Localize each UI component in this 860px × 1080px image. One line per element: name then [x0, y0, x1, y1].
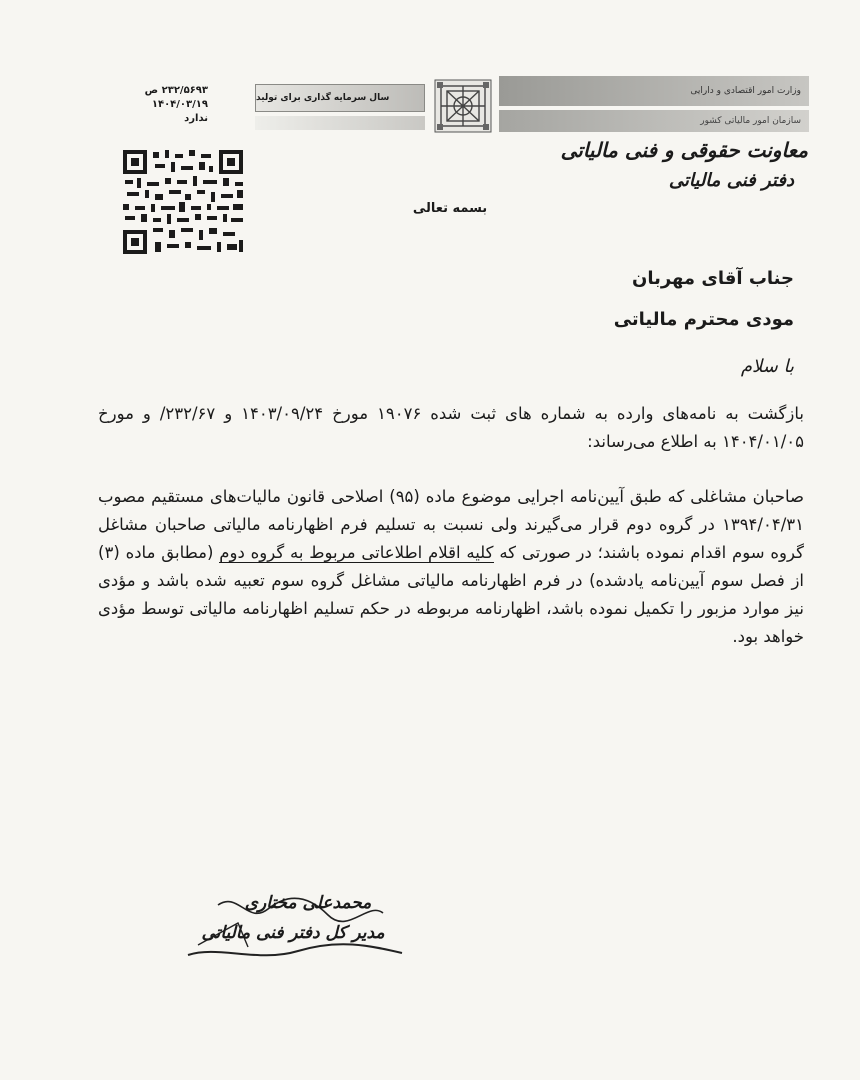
letter-body	[98, 400, 804, 678]
letter-number: ۲۳۲/۵۶۹۳ ص	[144, 85, 208, 96]
qr-code-icon	[121, 148, 245, 256]
ministry-name	[499, 76, 809, 106]
body-paragraph-2-part-b: (مطابق ماده (۳) از فصل سوم آیین‌نامه یادشده) در فرم اظهارنامه مالیاتی مشاغل گروه سوم تعبیه شده باشد و مؤدی نیز موارد مزبور را تکمیل نموده باشد، اظهارنامه مربوطه در حکم تسلیم اظهارنامه مالیاتی توسط مؤدی خواهد بود.	[98, 543, 804, 646]
signatory-name: محمدعلی مختاری	[244, 893, 372, 913]
ministry-line1: وزارت امور اقتصادی و دارایی	[690, 86, 801, 96]
ministry-line2: سازمان امور مالیاتی کشور	[700, 116, 801, 126]
department-line2: دفتر فنی مالیاتی	[668, 170, 794, 191]
department-line1: معاونت حقوقی و فنی مالیاتی	[560, 138, 808, 162]
body-paragraph-2	[98, 483, 804, 651]
letter-meta	[118, 84, 208, 126]
slogan-underbar	[255, 116, 425, 130]
underlined-phrase: کلیه اقلام اطلاعاتی مربوط به گروه دوم	[219, 543, 494, 562]
letter-date: ۱۴۰۴/۰۳/۱۹	[151, 99, 208, 110]
addressee-line1: جناب آقای مهربان	[631, 268, 794, 289]
letterhead	[255, 76, 810, 136]
body-paragraph-2-part-a: صاحبان مشاغلی که طبق آیین‌نامه اجرایی موضوع ماده (۹۵) اصلاحی قانون مالیات‌های مستقیم مصوب ۱۳۹۴/۰۴/۳۱ در گروه دوم قرار می‌گیرند ولی نسبت به تسلیم فرم اظهارنامه مالیاتی صاحبان مشاغل گروه سوم اقدام نموده باشند؛ در صورتی که	[98, 487, 804, 562]
signatory-title: مدیر کل دفتر فنی مالیاتی	[201, 923, 385, 943]
invocation: بسمه تعالی	[412, 201, 488, 216]
emblem-icon	[433, 78, 493, 134]
signature-block	[178, 885, 408, 975]
year-slogan	[255, 84, 425, 112]
greeting: با سلام	[740, 356, 794, 377]
department-heading	[558, 138, 808, 191]
body-paragraph-1: بازگشت به نامه‌های وارده به شماره های ثبت شده ۱۹۰۷۶ مورخ ۱۴۰۳/۰۹/۲۴ و ۲۳۲/۶۷/ و مورخ ۱۴۰۴/۰۱/۰۵ به اطلاع می‌رساند:	[98, 404, 804, 451]
addressee-line2: مودی محترم مالیاتی	[613, 309, 794, 330]
letter-attachment: ندارد	[184, 113, 208, 124]
addressee	[494, 268, 794, 330]
year-slogan-text: سال سرمایه گذاری برای تولید	[256, 93, 390, 103]
organization-name	[499, 110, 809, 132]
